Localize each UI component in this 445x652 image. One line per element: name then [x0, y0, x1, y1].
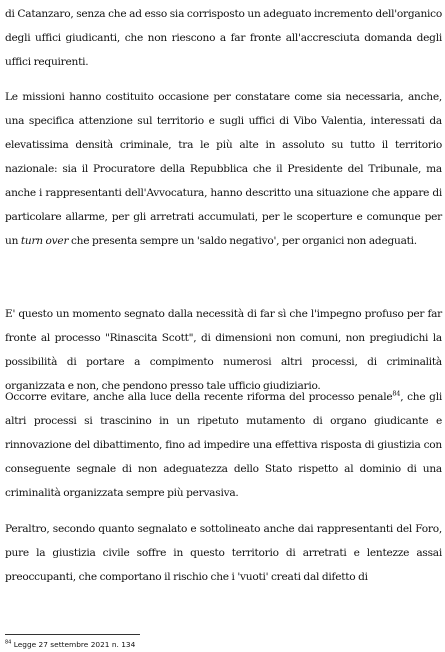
paragraph-4-text-after: , che gli altri processi si trascinino in un ripetuto mutamento di organo giudicante e rinnovazione del dibattimento, fino ad impedire una effettiva risposta di giustizia con conseguente segnale di non adeguatezza dello Stato rispetto al dominio di una criminalità organizzata sempre più pervasiva.	[5, 391, 442, 499]
paragraph-2-italic-term: turn over	[20, 235, 69, 247]
footnote-reference[interactable]: 84	[392, 389, 401, 398]
paragraph-2	[5, 85, 442, 253]
paragraph-5-text: Peraltro, secondo quanto segnalato e sottolineato anche dai rappresentanti del Foro, pure la giustizia civile soffre in questo territorio di arretrati e lentezze assai preoccupanti, che comportano il rischio che i 'vuoti' creati dal difetto di	[5, 523, 442, 583]
paragraph-1	[5, 2, 442, 74]
paragraph-2-text-before: Le missioni hanno costituito occasione per constatare come sia necessaria, anche, una specifica attenzione sul territorio e sugli uffici di Vibo Valentia, interessati da elevatissima densità criminale, tra le più alte in assoluto su tutto il territorio nazionale: sia il Procuratore della Repubblica che il Presidente del Tribunale, ma anche i rappresentanti dell'Avvocatura, hanno descritto una situazione che appare di particolare allarme, per gli arretrati accumulati, per le scoperture e comunque per un	[5, 91, 442, 247]
paragraph-4-text-before: Occorre evitare, anche alla luce della recente riforma del processo penale	[5, 391, 393, 403]
document-page	[5, 0, 442, 652]
footnote-separator	[5, 634, 140, 635]
footnote-number: 84	[5, 639, 12, 646]
paragraph-3	[5, 302, 442, 398]
paragraph-3-text: E' questo un momento segnato dalla necessità di far sì che l'impegno profuso per far fronte al processo "Rinascita Scott", di dimensioni non comuni, non pregiudichi la possibilità di portare a compimento numerosi altri processi, di criminalità organizzata e non, che pendono presso tale ufficio giudiziario.	[5, 308, 442, 392]
footnote-text: Legge 27 settembre 2021 n. 134	[11, 640, 136, 649]
paragraph-2-text-after: che presenta sempre un 'saldo negativo', per organici non adeguati.	[68, 235, 417, 247]
paragraph-5	[5, 517, 442, 589]
paragraph-4	[5, 385, 442, 505]
footnote	[5, 640, 135, 650]
paragraph-1-text: di Catanzaro, senza che ad esso sia corrisposto un adeguato incremento dell'organico degli uffici giudicanti, che non riescono a far fronte all'accresciuta domanda degli uffici requirenti.	[5, 8, 442, 68]
